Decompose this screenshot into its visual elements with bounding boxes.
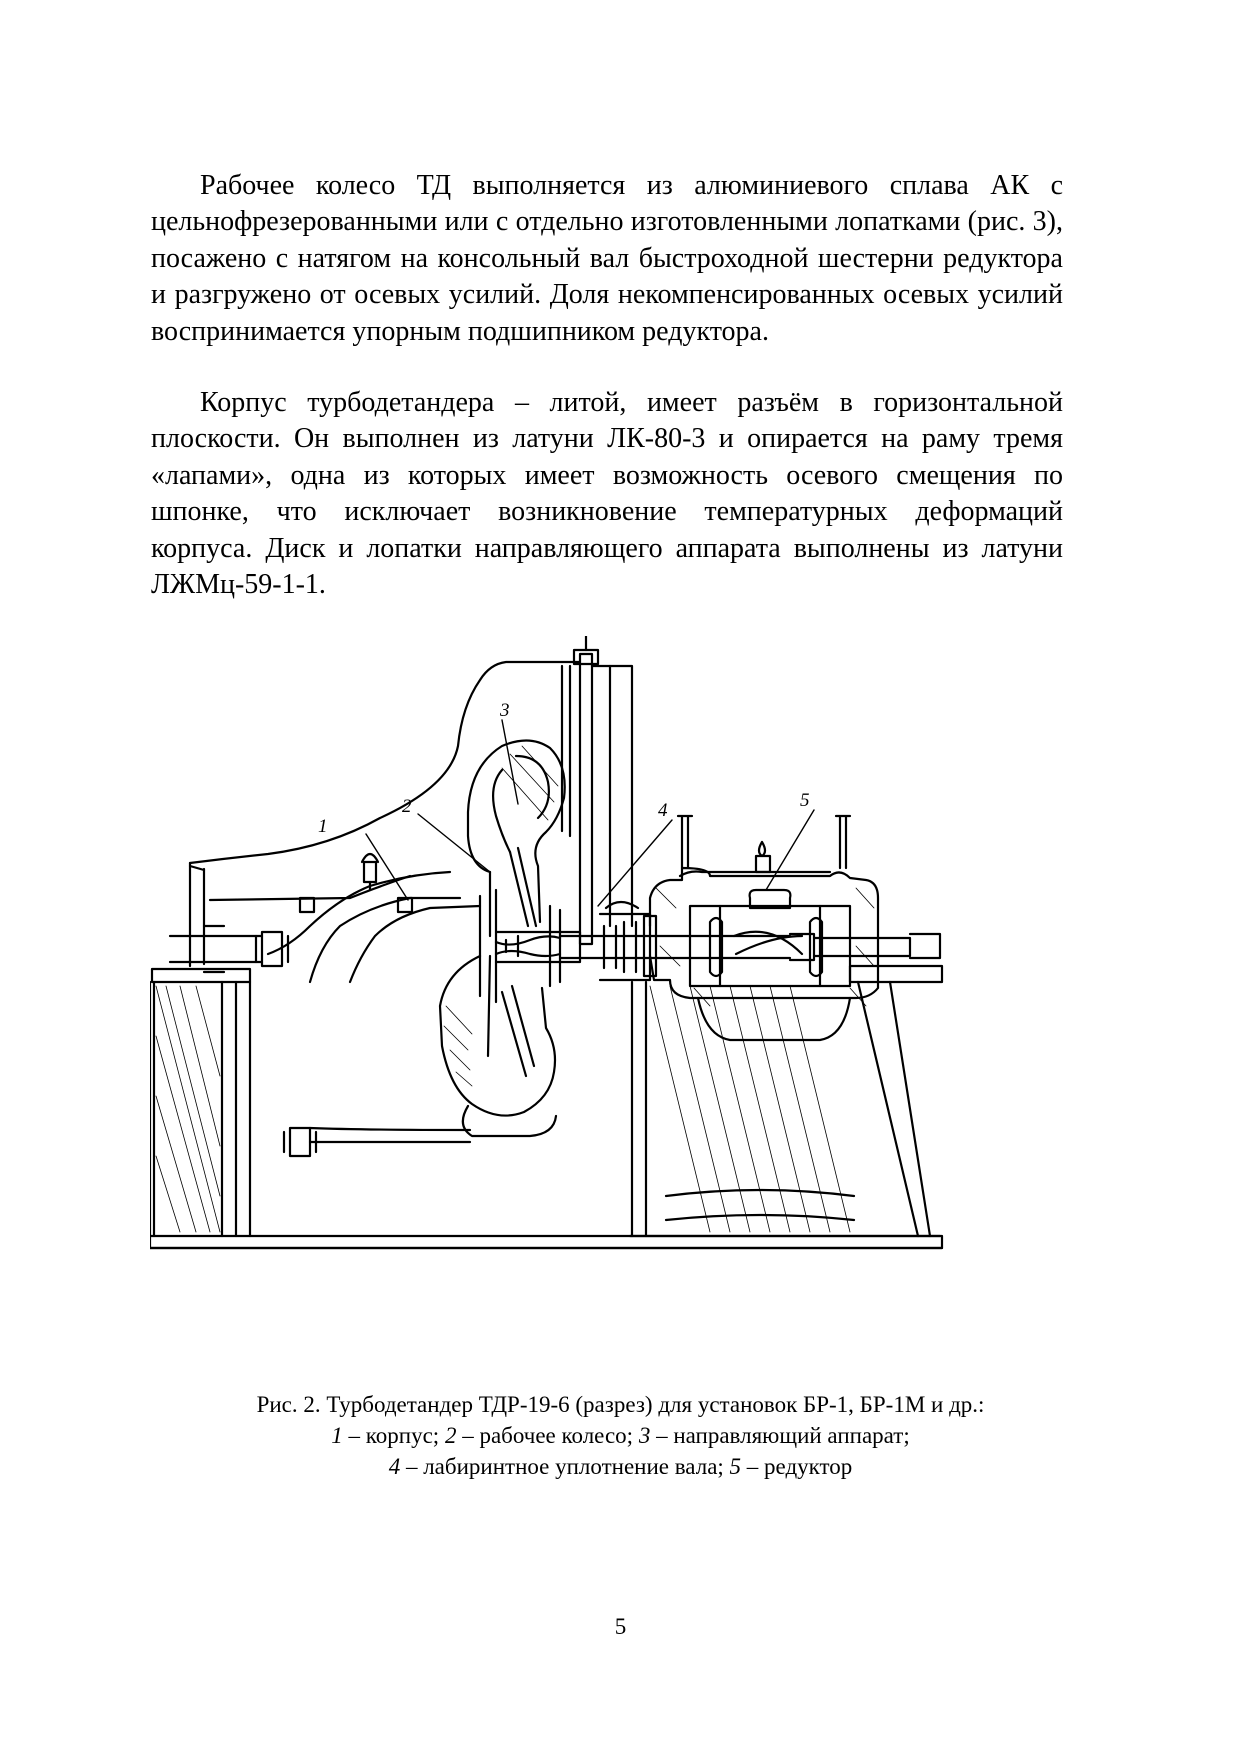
- paragraph-1: Рабочее колесо ТД выполняется из алюминиевого сплава АК с цельнофрезерованными или с отдельно изготовленными лопатками (рис. 3), посажено с натягом на консольный вал быстроходной шестерни редуктора и разгружено от осевых усилий. Доля некомпенсированных осевых усилий воспринимается упорным подшипником редуктора.: [151, 170, 1063, 347]
- casing-outline: [190, 662, 580, 982]
- callout-3: 3: [500, 700, 510, 721]
- callout-5: 5: [800, 790, 810, 811]
- figure-caption-legend-line-2: 4 – лабиринтное уплотнение вала; 5 – редуктор: [388, 1454, 853, 1479]
- callout-2: 2: [402, 796, 412, 817]
- reducer-housing: [650, 842, 878, 1040]
- turboexpander-section-drawing: [150, 636, 1068, 1336]
- callout-4: 4: [658, 800, 668, 821]
- figure-caption-legend-line-1: 1 – корпус; 2 – рабочее колесо; 3 – направляющий аппарат;: [331, 1423, 910, 1448]
- volute-lower: [440, 956, 556, 1136]
- paragraph-2: Корпус турбодетандера – литой, имеет разъём в горизонтальной плоскости. Он выполнен из латуни ЛК-80-3 и опирается на раму тремя «лапами», одна из которых имеет возможность осевого смещения по шпонке, что исключает возникновение температурных деформаций корпуса. Диск и лопатки направляющего аппарата выполнены из латуни ЛЖМц-59-1-1.: [151, 387, 1063, 601]
- stand: [562, 636, 632, 944]
- page-number: 5: [614, 1614, 627, 1639]
- figure-caption-title: Рис. 2. Турбодетандер ТДР-19-6 (разрез) для установок БР-1, БР-1М и др.:: [256, 1392, 985, 1417]
- callout-leaders: [366, 720, 814, 906]
- callout-labels: [318, 700, 810, 837]
- callout-1: 1: [318, 816, 328, 837]
- rotor-wheel: [480, 890, 580, 1002]
